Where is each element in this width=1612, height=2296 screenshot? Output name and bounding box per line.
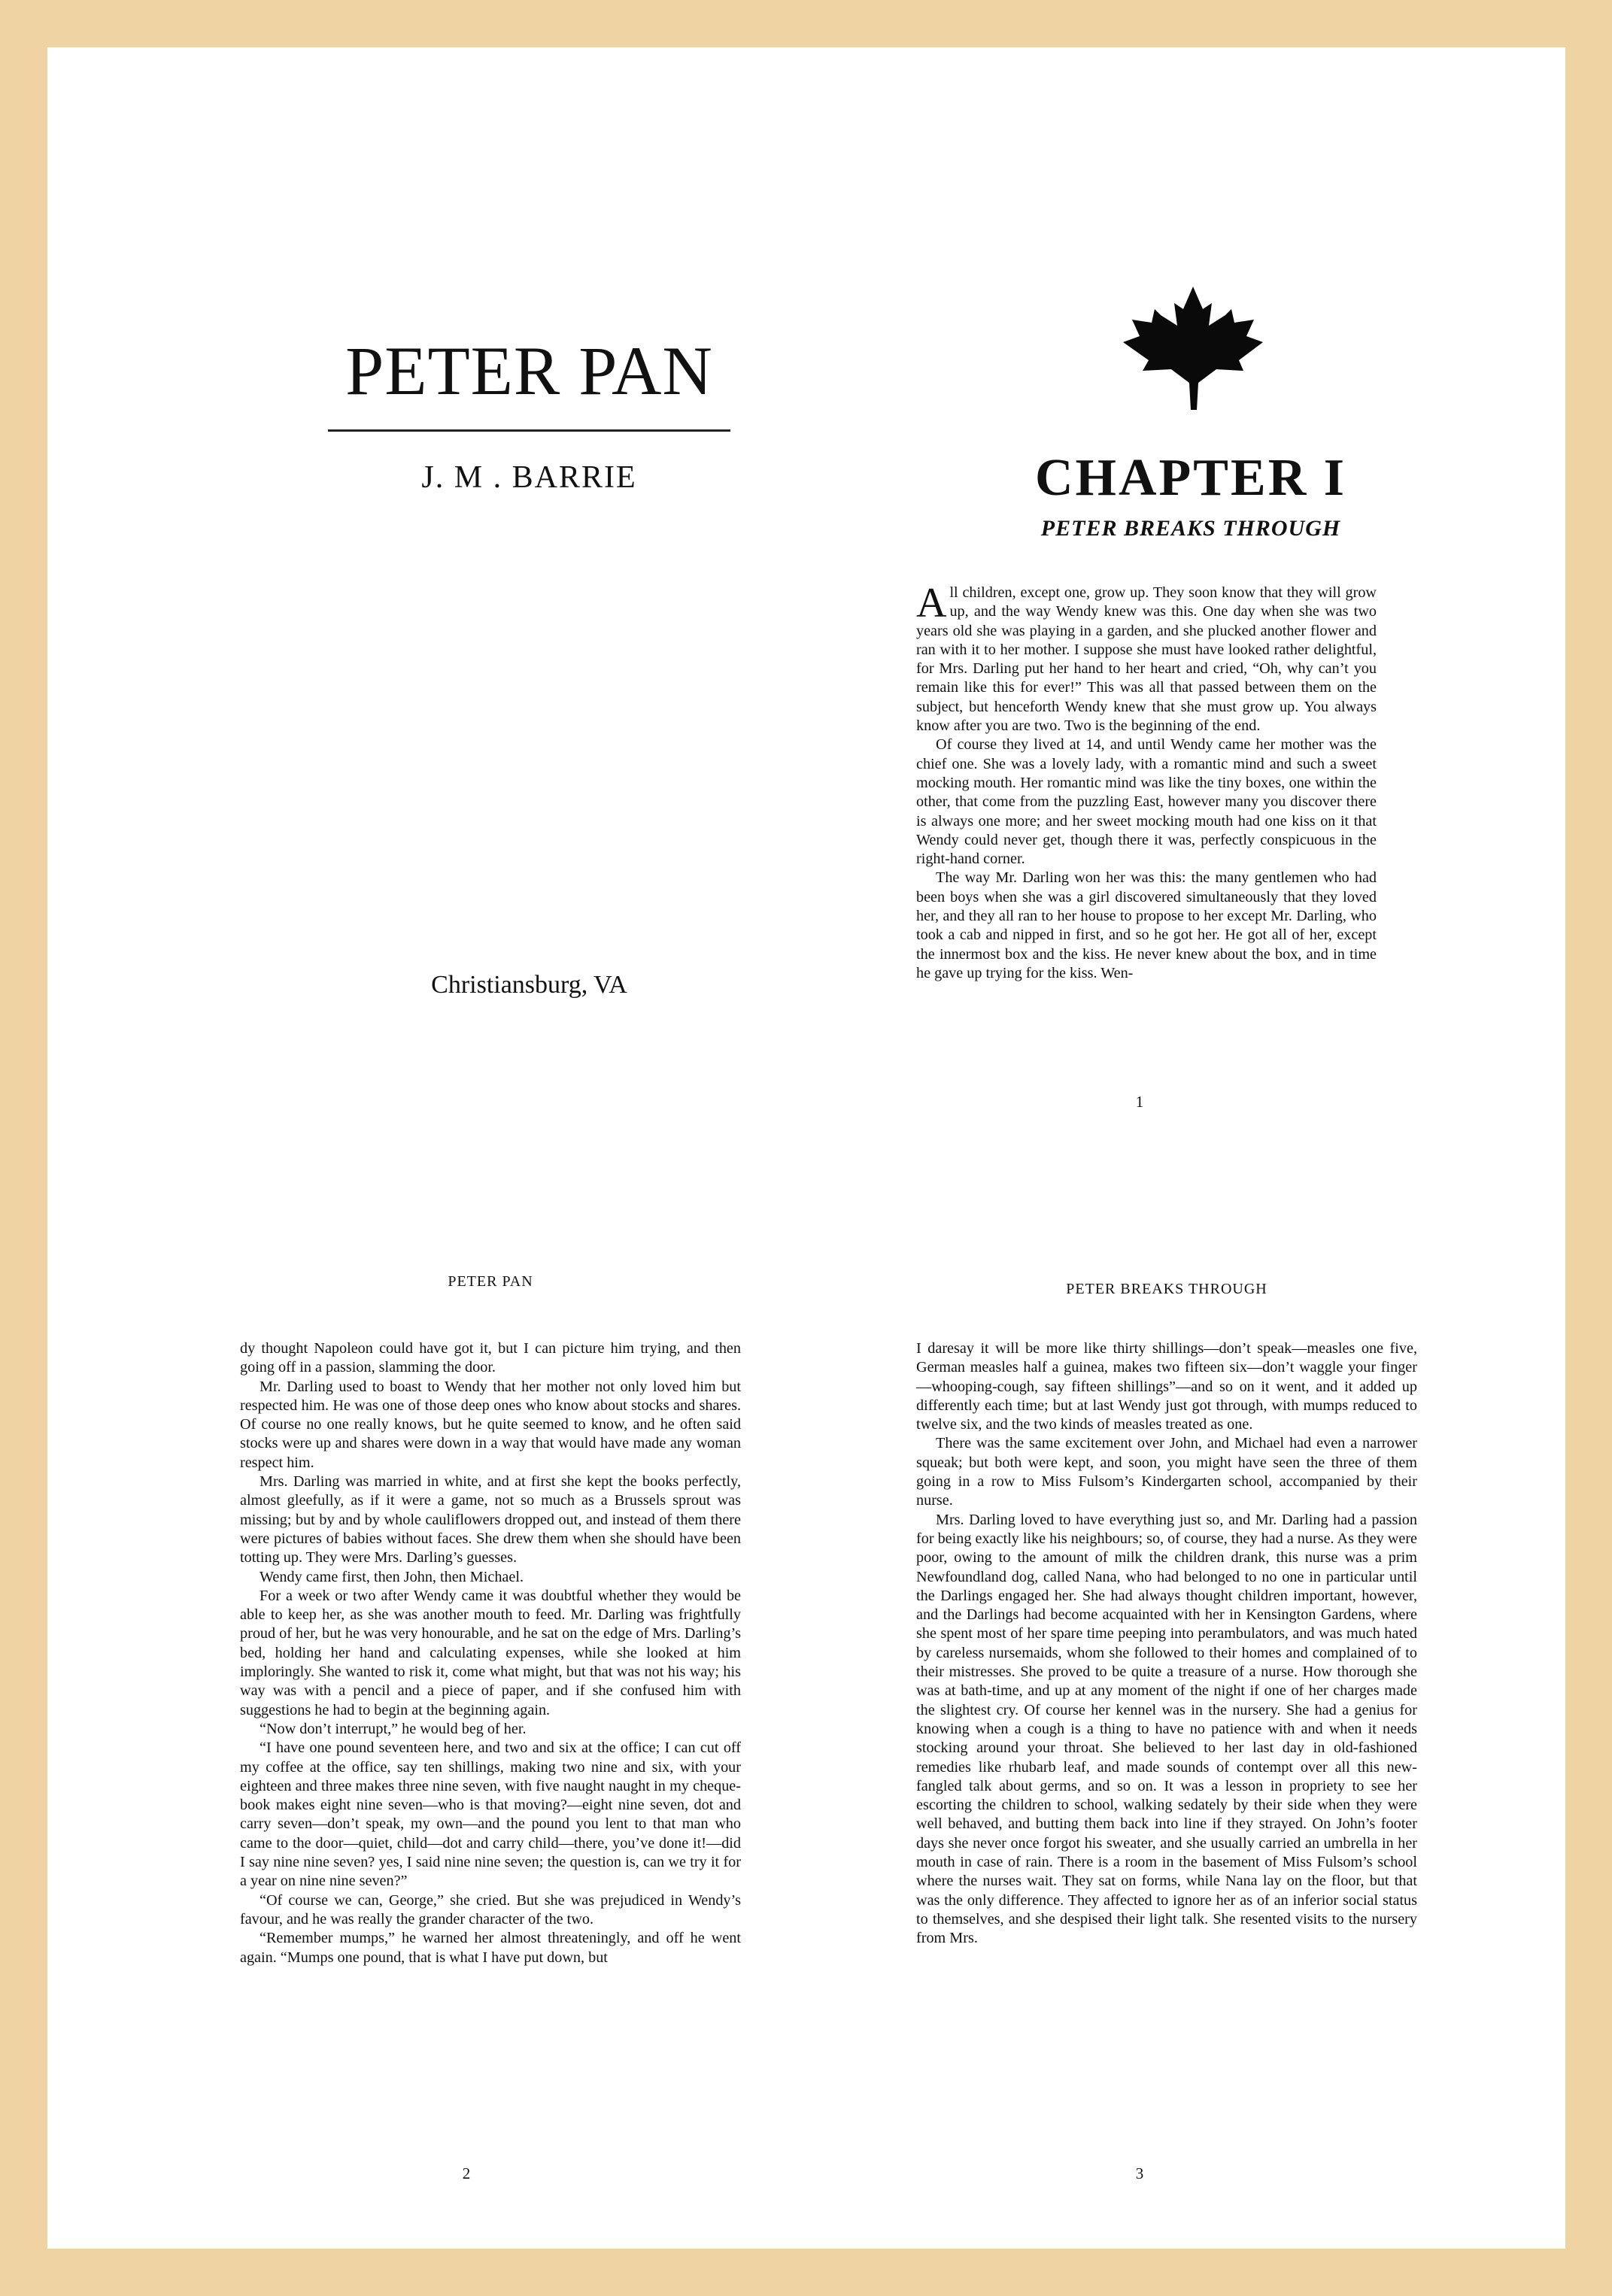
paragraph: The way Mr. Darling won her was this: the many gentlemen who had been boys when she was a girl discovered simultaneously that they loved her, and they all ran to her house to propose to her except Mr. Darling, who took a cab and nipped in first, and so he got her. He got all of her, except the innermost box and the kiss. He never knew about the box, and in time he gave up trying for the kiss. Wen- xyxy=(916,869,1377,981)
running-head: PETER BREAKS THROUGH xyxy=(1066,1281,1267,1297)
body-text xyxy=(916,1339,1417,1949)
paragraph: “Remember mumps,” he warned her almost threateningly, and off he went again. “Mumps one pound, that is what I have put down, but xyxy=(240,1930,741,1966)
paragraph: Mrs. Darling loved to have everything just so, and Mr. Darling had a passion for being exactly like his neighbours; so, of course, they had a nurse. As they were poor, owing to the amount of milk the children drank, this nurse was a prim Newfoundland dog, called Nana, who had belonged to no one in particular until the Darlings engaged her. She had always thought children important, however, and the Darlings had become acquainted with her in Kensington Gardens, where she spent most of her spare time peeping into perambulators, and was much hated by careless nursemaids, whom she followed to their homes and complained of to their mistresses. She proved to be quite a treasure of a nurse. How thorough she was at bath-time, and up at any moment of the night if one of her charges made the slightest cry. Of course her kennel was in the nursery. She had a genius for knowing when a cough is a thing to have no patience with and when it needs stocking around your throat. She believed to her last day in old-fashioned remedies like rhubarb leaf, and made sounds of contempt over all this new-fangled talk about germs, and so on. It was a lesson in propriety to see her escorting the children to school, walking sedately by their side when they were well behaved, and butting them back into line if they strayed. On John’s footer days she never once forgot his sweater, and she usually carried an umbrella in her mouth in case of rain. There is a room in the basement of Miss Fulsom’s school where the nurses wait. They sat on forms, while Nana lay on the floor, but that was the only difference. They affected to ignore her as of an inferior social status to themselves, and she despised their light talk. She resented visits to the nursery from Mrs. xyxy=(916,1511,1418,1947)
paragraph: For a week or two after Wendy came it was doubtful whether they would be able to keep her, as she was another mouth to feed. Mr. Darling was frightfully proud of her, but he was very honourable, and he sat on the edge of Mrs. Darling’s bed, holding her hand and calculating expenses, while she looked at him imploringly. She wanted to risk it, come what might, but that was not his way; his way was with a pencil and a piece of paper, and if she confused him with suggestions he had to begin at the beginning again. xyxy=(240,1587,741,1718)
title-rule xyxy=(328,429,730,432)
book-title: PETER PAN xyxy=(345,332,713,409)
book-spread xyxy=(47,47,1565,2249)
paragraph: “Of course we can, George,” she cried. But she was prejudiced in Wendy’s favour, and he was really the grander character of the two. xyxy=(240,1891,741,1927)
paragraph xyxy=(916,580,1377,736)
paragraph: Wendy came first, then John, then Michael. xyxy=(260,1568,524,1585)
paragraph: I daresay it will be more like thirty shillings—don’t speak—measles one five, German measles half a guinea, makes two fifteen six—don’t waggle your finger—whooping-cough, say fifteen shillings”—and so on it went, and it added up differently each time; but at last Wendy just got through, with mumps reduced to twelve six, and the two kinds of measles treated as one. xyxy=(916,1340,1417,1433)
drop-cap: A xyxy=(916,580,947,626)
paragraph: dy thought Napoleon could have got it, but I can picture him trying, and then going off in a passion, slamming the door. xyxy=(240,1340,741,1376)
chapter-subtitle: PETER BREAKS THROUGH xyxy=(1040,516,1341,541)
page-number: 1 xyxy=(1135,1093,1144,1111)
page-number: 3 xyxy=(1135,2164,1144,2182)
paragraph: Mrs. Darling was married in white, and at first she kept the books perfectly, almost gleefully, as if it were a game, not so much as a Brussels sprout was missing; but by and by whole cauliflowers dropped out, and instead of them there were pictures of babies without faces. She drew them when she should have been totting up. They were Mrs. Darling’s guesses. xyxy=(240,1473,741,1567)
paragraph: “I have one pound seventeen here, and two and six at the office; I can cut off my coffee at the office, say ten shillings, making two nine and six, with your eighteen and three makes three nine seven, with five naught naught in my cheque-book makes eight nine seven—who is that moving?—eight nine seven, dot and carry seven—don’t speak, my own—and the pound you lent to that man who came to the door—quiet, child—dot and carry child—there, you’ve done it!—did I say nine nine seven? yes, I said nine nine seven; the question is, can we try it for a year on nine nine seven?” xyxy=(240,1739,741,1890)
paragraph: “Now don’t interrupt,” he would beg of her. xyxy=(260,1720,527,1737)
maple-leaf-icon xyxy=(1122,287,1264,411)
body-text xyxy=(240,1339,741,1967)
chapter-title: CHAPTER I xyxy=(1035,449,1346,507)
paragraph-text: ll children, except one, grow up. They soon know that they will grow up, and the way Wendy knew was this. One day when she was two years old she was playing in a garden, and she plucked another flower and ran with it to her mother. I suppose she must have looked rather delightful, for Mrs. Darling put her hand to her heart and cried, “Oh, why can’t you remain like this for ever!” This was all that passed between them on the subject, but henceforth Wendy knew that she must grow up. You always know after you are two. Two is the beginning of the end. xyxy=(916,584,1377,735)
paragraph: There was the same excitement over John, and Michael had even a narrower squeak; but both were kept, and soon, you might have seen the three of them going in a row to Miss Fulsom’s Kindergarten school, accompanied by their nurse. xyxy=(916,1435,1417,1509)
page-number: 2 xyxy=(462,2164,471,2182)
author-name: J. M . BARRIE xyxy=(421,460,637,495)
paragraph: Of course they lived at 14, and until Wendy came her mother was the chief one. She was a lovely lady, with a romantic mind and such a sweet mocking mouth. Her romantic mind was like the tiny boxes, one within the other, that come from the puzzling East, however many you discover there is always one more; and her sweet mocking mouth had one kiss on it that Wendy could never get, though there it was, perfectly conspicuous in the right-hand corner. xyxy=(916,736,1377,868)
running-head: PETER PAN xyxy=(448,1273,533,1290)
publication-place: Christiansburg, VA xyxy=(431,971,627,999)
chapter-body-text xyxy=(916,580,1377,983)
paragraph: Mr. Darling used to boast to Wendy that her mother not only loved him but respected him. He was one of those deep ones who know about stocks and shares. Of course no one really knows, but he quite seemed to know, and he often said stocks were up and shares were down in a way that would have made any woman respect him. xyxy=(240,1378,741,1471)
